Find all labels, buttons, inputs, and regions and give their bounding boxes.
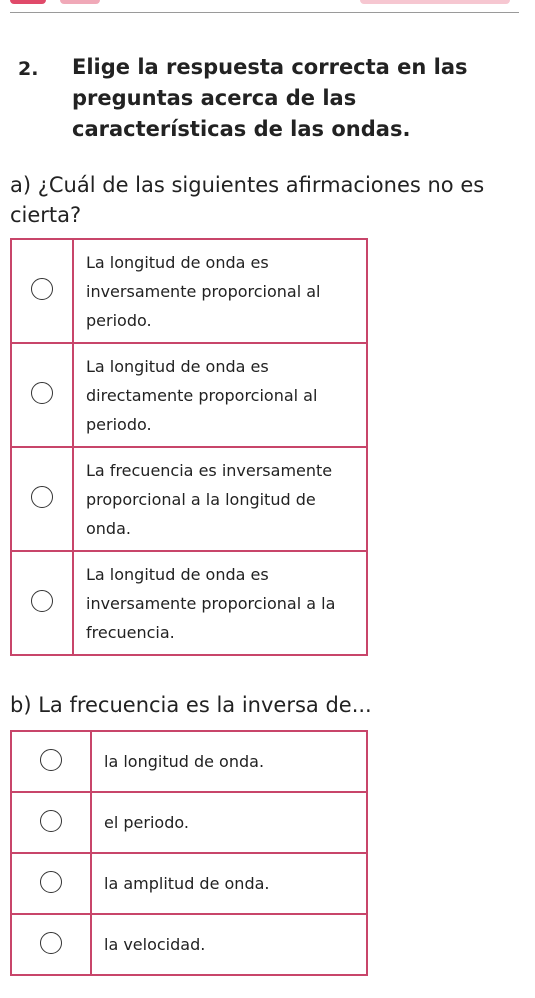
option-row[interactable]: [11, 731, 367, 792]
option-row[interactable]: [11, 239, 367, 343]
radio-button[interactable]: [40, 871, 62, 893]
part-a-prompt: a) ¿Cuál de las siguientes afirmaciones no es cierta?: [10, 173, 485, 227]
radio-cell[interactable]: [11, 551, 73, 655]
part-a-options: [10, 238, 368, 656]
radio-button[interactable]: [31, 486, 53, 508]
option-row[interactable]: [11, 447, 367, 551]
question-number: 2.: [18, 58, 39, 80]
divider: [10, 12, 519, 13]
option-row[interactable]: [11, 551, 367, 655]
radio-cell[interactable]: [11, 343, 73, 447]
progress-segment: [10, 0, 46, 4]
option-text[interactable]: la velocidad.: [91, 914, 367, 975]
option-row[interactable]: [11, 853, 367, 914]
radio-cell[interactable]: [11, 914, 91, 975]
part-b-prompt: b) La frecuencia es la inversa de...: [10, 693, 372, 717]
option-row[interactable]: [11, 343, 367, 447]
option-text[interactable]: La frecuencia es inversamente proporcional a la longitud de onda.: [73, 447, 367, 551]
option-text[interactable]: La longitud de onda es directamente proporcional al periodo.: [73, 343, 367, 447]
radio-button[interactable]: [40, 749, 62, 771]
part-b-options: [10, 730, 368, 976]
radio-button[interactable]: [40, 932, 62, 954]
option-row[interactable]: [11, 792, 367, 853]
radio-button[interactable]: [31, 278, 53, 300]
progress-segment: [360, 0, 510, 4]
progress-segment: [60, 0, 100, 4]
option-text[interactable]: La longitud de onda es inversamente proporcional a la frecuencia.: [73, 551, 367, 655]
radio-cell[interactable]: [11, 239, 73, 343]
radio-button[interactable]: [31, 382, 53, 404]
option-text[interactable]: la longitud de onda.: [91, 731, 367, 792]
top-progress-bar: [0, 0, 535, 16]
radio-button[interactable]: [40, 810, 62, 832]
option-text[interactable]: La longitud de onda es inversamente proporcional al periodo.: [73, 239, 367, 343]
radio-cell[interactable]: [11, 447, 73, 551]
radio-cell[interactable]: [11, 792, 91, 853]
radio-cell[interactable]: [11, 853, 91, 914]
question-title: Elige la respuesta correcta en las preguntas acerca de las características de las ondas.: [72, 55, 468, 141]
option-text[interactable]: el periodo.: [91, 792, 367, 853]
option-text[interactable]: la amplitud de onda.: [91, 853, 367, 914]
radio-button[interactable]: [31, 590, 53, 612]
option-row[interactable]: [11, 914, 367, 975]
radio-cell[interactable]: [11, 731, 91, 792]
